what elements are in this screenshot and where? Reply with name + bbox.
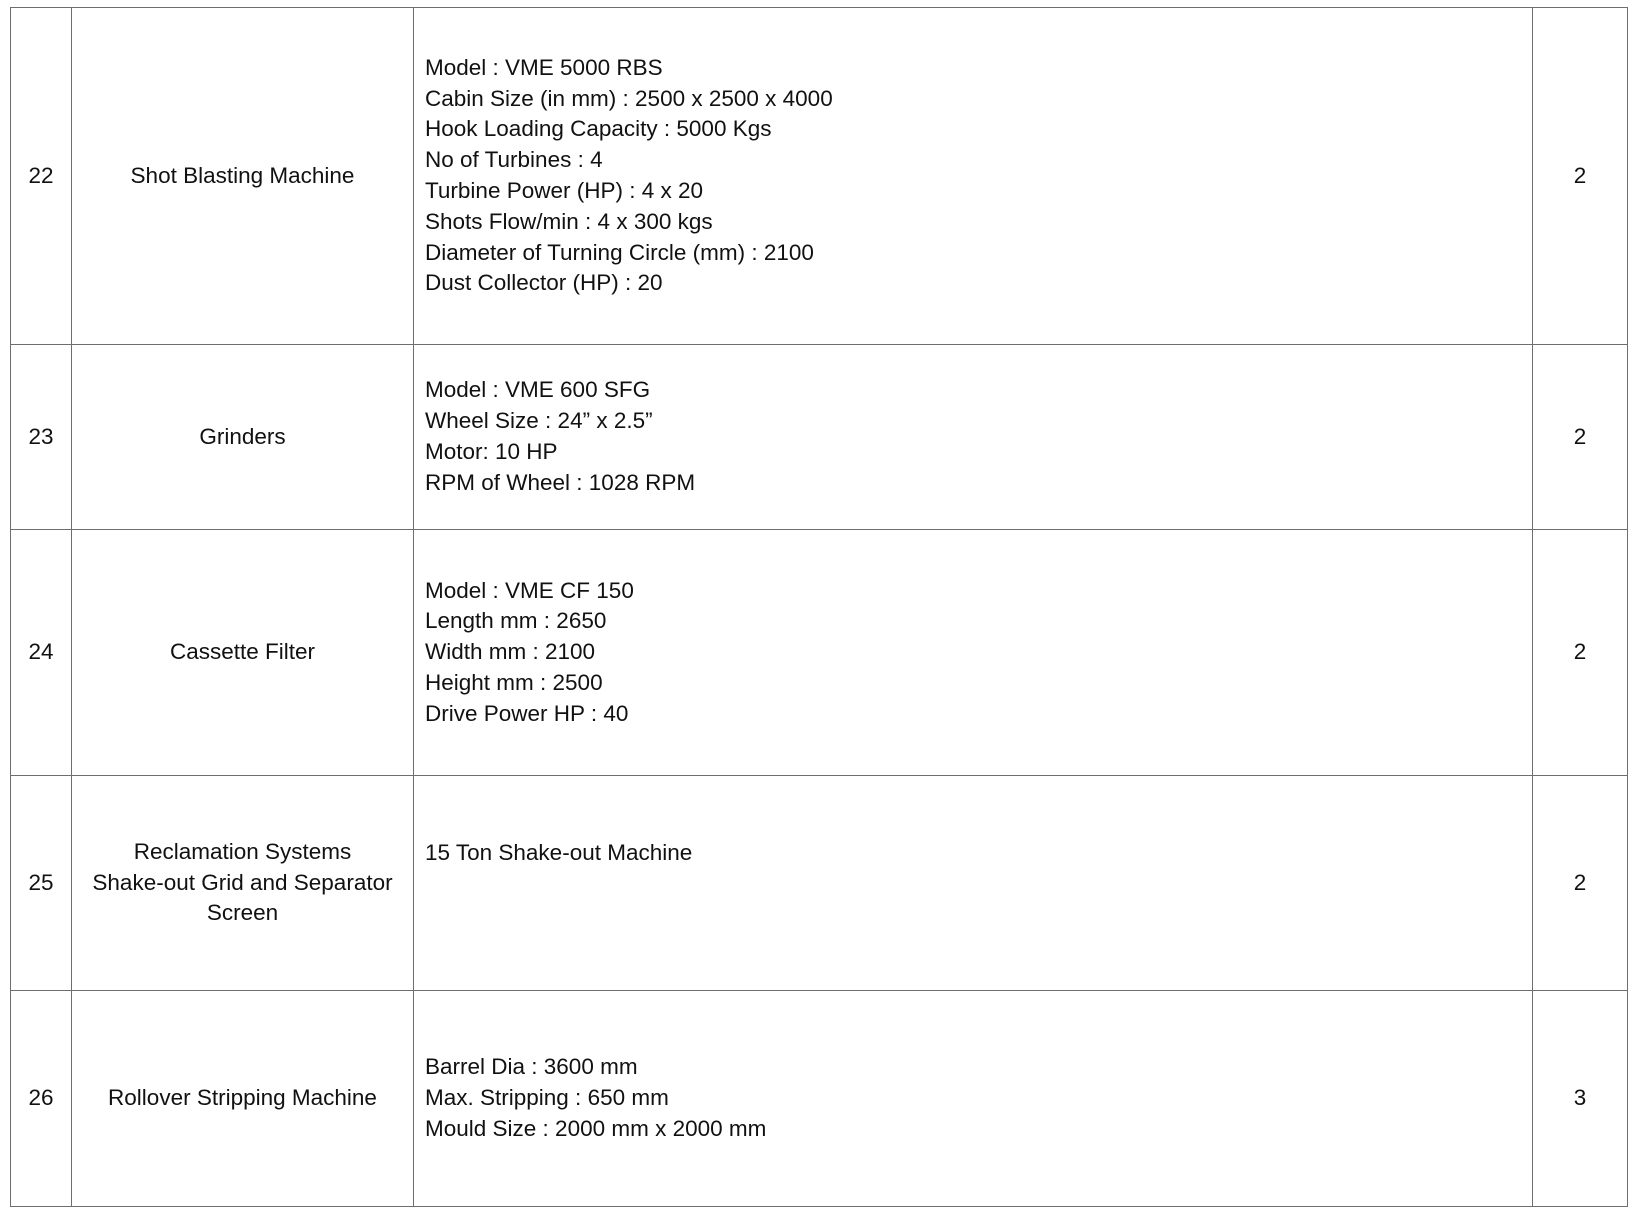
row-number: 22 — [11, 8, 72, 345]
equipment-name: Cassette Filter — [72, 530, 414, 776]
spec-line: Motor: 10 HP — [425, 439, 558, 464]
spec-line: RPM of Wheel : 1028 RPM — [425, 469, 696, 495]
specifications-cell — [414, 991, 1533, 1207]
quantity: 2 — [1533, 776, 1628, 991]
table-row — [11, 530, 1628, 776]
table-row — [11, 776, 1628, 991]
row-number: 23 — [11, 345, 72, 530]
spec-line: No of Turbines : 4 — [425, 147, 603, 173]
table-row — [11, 8, 1628, 345]
specifications-cell — [414, 776, 1533, 991]
equipment-name: Rollover Stripping Machine — [72, 991, 414, 1207]
spec-line: Width mm : 2100 — [425, 639, 596, 665]
equipment-name: Grinders — [72, 345, 414, 530]
specifications-cell — [414, 345, 1533, 530]
table-row — [11, 345, 1628, 530]
spec-line: Mould Size : 2000 mm x 2000 mm — [425, 1115, 767, 1141]
quantity: 2 — [1533, 345, 1628, 530]
spec-line: Turbine Power (HP) : 4 x 20 — [425, 178, 704, 203]
equipment-name: Reclamation Systems Shake-out Grid and Separator Screen — [72, 776, 414, 991]
spec-line: Cabin Size (in mm) : 2500 x 2500 x 4000 — [425, 85, 833, 111]
equipment-table — [10, 7, 1628, 1207]
row-number: 24 — [11, 530, 72, 776]
spec-line: Model : VME 5000 RBS — [425, 54, 663, 80]
spec-line: Diameter of Turning Circle (mm) : 2100 — [425, 239, 814, 265]
spec-line: Hook Loading Capacity : 5000 Kgs — [425, 116, 772, 142]
spec-line: Max. Stripping : 650 mm — [425, 1085, 669, 1111]
spec-line: Model : VME 600 SFG — [425, 377, 651, 403]
spec-line: Drive Power HP : 40 — [425, 700, 629, 726]
spec-line: Wheel Size : 24” x 2.5” — [425, 408, 653, 434]
row-number: 26 — [11, 991, 72, 1207]
spec-line: Height mm : 2500 — [425, 669, 603, 695]
quantity: 2 — [1533, 8, 1628, 345]
table-row — [11, 991, 1628, 1207]
spec-line: Barrel Dia : 3600 mm — [425, 1054, 638, 1080]
equipment-name: Shot Blasting Machine — [72, 8, 414, 345]
specifications-cell — [414, 530, 1533, 776]
spec-line: Dust Collector (HP) : 20 — [425, 270, 663, 296]
quantity: 3 — [1533, 991, 1628, 1207]
spec-line: Model : VME CF 150 — [425, 577, 634, 603]
quantity: 2 — [1533, 530, 1628, 776]
spec-line: Shots Flow/min : 4 x 300 kgs — [425, 208, 713, 234]
specifications-cell — [414, 8, 1533, 345]
spec-line: Length mm : 2650 — [425, 608, 607, 634]
row-number: 25 — [11, 776, 72, 991]
spec-line: 15 Ton Shake-out Machine — [425, 840, 693, 865]
